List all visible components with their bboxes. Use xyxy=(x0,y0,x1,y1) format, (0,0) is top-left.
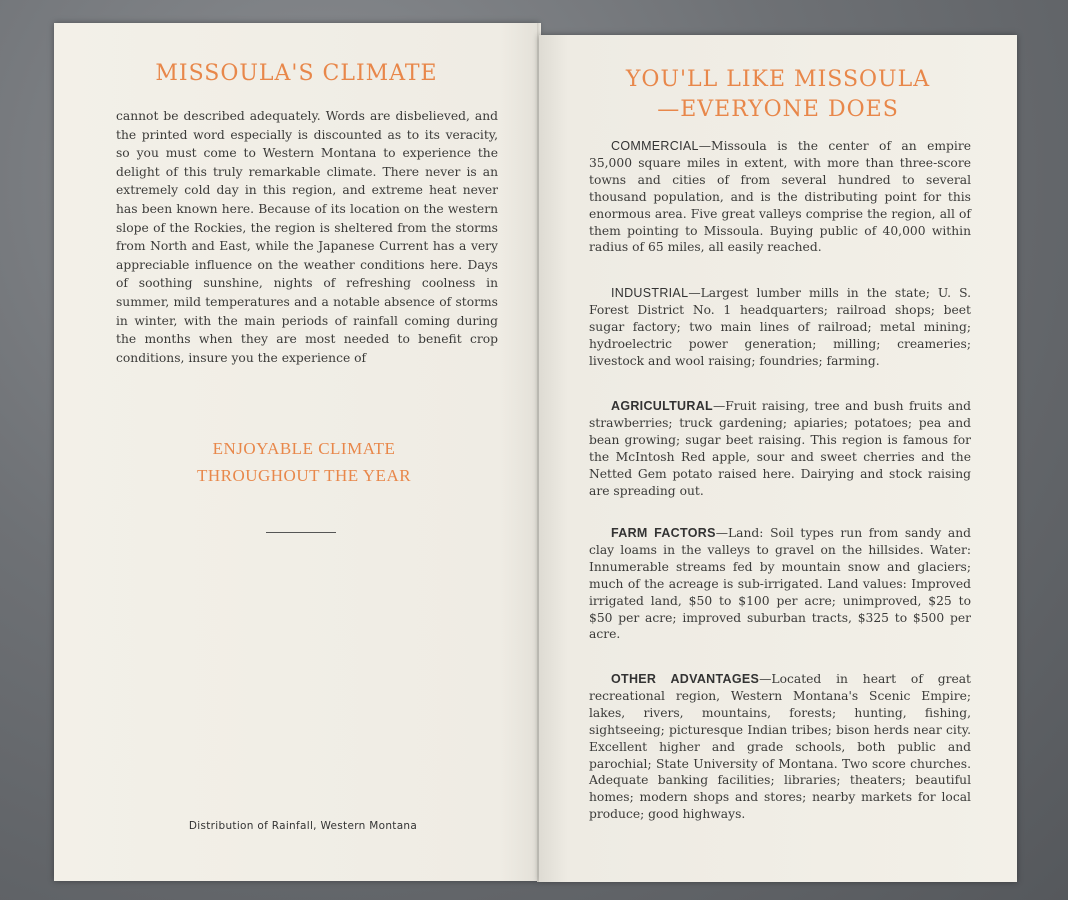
section-text: —Largest lumber mills in the state; U. S. Forest District No. 1 headquarters; railroad shops; beet sugar factory; two main lines of railroad; metal mining; hydroelectric power generation; milling; creameries; livestock and wool raising; foundries; farming. xyxy=(589,286,971,368)
right-page-title xyxy=(539,65,1017,125)
left-page-title: MISSOULA'S CLIMATE xyxy=(155,61,438,86)
section-heading: OTHER ADVANTAGES xyxy=(611,672,760,686)
section-other-advantages xyxy=(589,671,971,823)
section-text: —Located in heart of great recreational region, Western Montana's Scenic Empire; lakes, rivers, mountains, forests; hunting, fishing, sightseeing; picturesque Indian tribes; bison herds near city. Excellent higher and grade schools, both public and parochial; State University of Montana. Two score churches. Adequate banking facilities; libraries; theaters; beautiful homes; modern shops and stores; nearby markets for local produce; good highways. xyxy=(589,672,972,822)
divider-rule xyxy=(266,532,336,533)
right-title-line-1: YOU'LL LIKE MISSOULA xyxy=(625,67,931,92)
section-industrial xyxy=(589,285,971,370)
rainfall-chart xyxy=(139,576,449,816)
section-heading: FARM FACTORS xyxy=(611,526,716,540)
section-heading: COMMERCIAL xyxy=(611,139,699,153)
section-commercial xyxy=(589,138,971,256)
right-page xyxy=(539,35,1017,882)
climate-paragraph: cannot be described adequately. Words are disbelieved, and the printed word especially is discounted as to its veracity, so you must come to Western Montana to experience the delight of this truly remarkable climate. There never is an extremely cold day in this region, and extreme heat never has been known here. Because of its location on the western slope of the Rockies, the region is sheltered from the storms from North and East, while the Japanese Current has a very appreciable influence on the weather conditions here. Days of soothing sunshine, nights of refreshing coolness in summer, mild temperatures and a notable absence of storms in winter, with the main periods of rainfall coming during the months when they are most needed to benefit crop conditions, insure you the experience of xyxy=(116,109,498,365)
section-heading: INDUSTRIAL xyxy=(611,286,689,300)
section-heading: AGRICULTURAL xyxy=(611,399,713,413)
right-title-line-2: —EVERYONE DOES xyxy=(657,97,899,122)
section-text: —Missoula is the center of an empire 35,000 square miles in extent, with more than three-score towns and cities of from several hundred to several thousand population, and is the distributing point for this enormous area. Five great valleys comprise the region, all of them pointing to Missoula. Buying public of 40,000 within radius of 65 miles, all easily reached. xyxy=(589,139,971,255)
section-agricultural xyxy=(589,398,971,499)
section-farm-factors xyxy=(589,525,971,643)
subheading-line-1: ENJOYABLE CLIMATE xyxy=(212,439,396,458)
left-page xyxy=(54,23,539,881)
section-text: —Land: Soil types run from sandy and clay loams in the valleys to gravel on the hillsides. Water: Innumerable streams fed by mountain snow and glaciers; much of the acreage is sub-irrigated. Land values: Improved irrigated land, $50 to $100 per acre; unimproved, $25 to $50 per acre; improved suburban tracts, $325 to $500 per acre. xyxy=(589,526,972,642)
section-text: —Fruit raising, tree and bush fruits and strawberries; truck gardening; apiaries; potatoes; pea and bean growing; sugar beet raising. This region is famous for the McIntosh Red apple, sour and sweet cherries and the Netted Gem potato raised here. Dairying and stock raising are spreading out. xyxy=(589,399,971,498)
chart-caption: Distribution of Rainfall, Western Montana xyxy=(188,820,418,832)
climate-subheading xyxy=(54,435,554,489)
subheading-line-2: THROUGHOUT THE YEAR xyxy=(196,466,412,485)
